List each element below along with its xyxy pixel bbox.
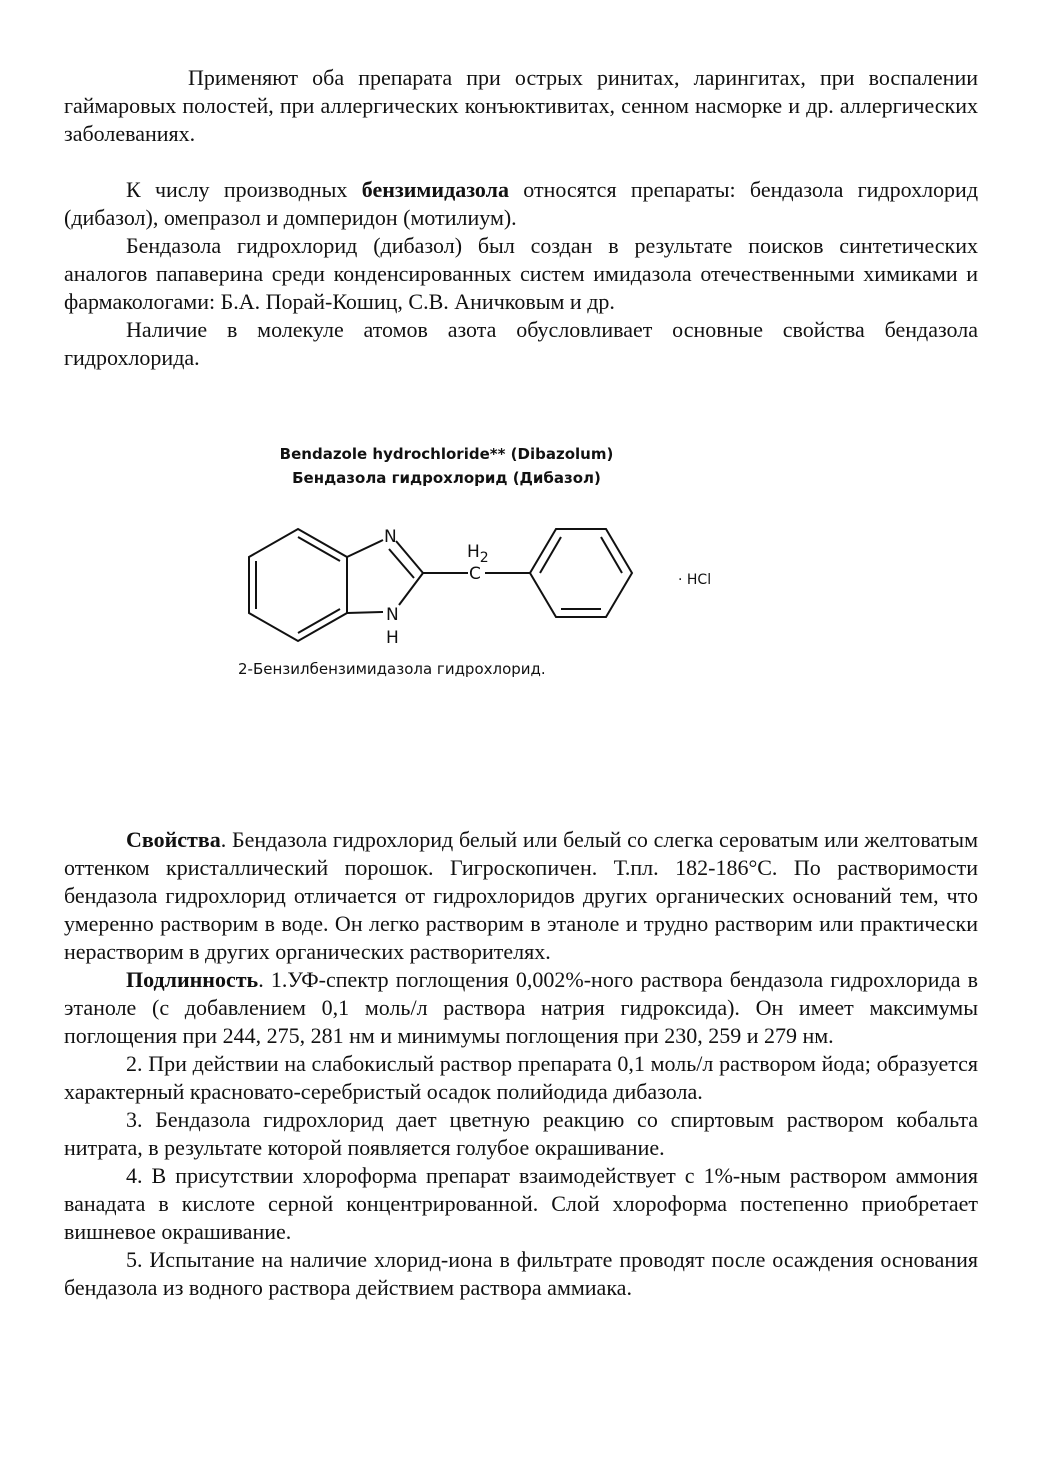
paragraph-history: Бендазола гидрохлорид (дибазол) был создан в результате поисков синтетических аналогов папаверина среди конденсированных систем имидазола отечественными химиками и фармакологами: Б.А. Порай-Кошиц, С.В. Аничковым и др. xyxy=(64,233,978,314)
benzene-ring-right xyxy=(530,529,632,617)
paragraph-test-2: 2. При действии на слабокислый раствор препарата 0,1 моль/л раствором йода; образуется характерный красновато-серебристый осадок полийодида дибазола. xyxy=(64,1051,978,1104)
paragraph-test-3: 3. Бендазола гидрохлорид дает цветную реакцию со спиртовым раствором кобальта нитрата, в результате которой появляется голубое окрашивание. xyxy=(64,1107,978,1160)
intro-text: К числу производных xyxy=(126,177,348,202)
paragraph-basic-properties: Наличие в молекуле атомов азота обусловливает основные свойства бендазола гидрохлорида. xyxy=(64,317,978,370)
salt-label: · HCl xyxy=(678,572,712,588)
paragraph-properties xyxy=(64,826,978,966)
atom-c: C xyxy=(469,564,481,584)
heading-authenticity: Подлинность xyxy=(126,967,259,992)
bendazole-structure-diagram xyxy=(0,436,1039,656)
atom-n-bottom: N xyxy=(386,605,399,625)
heading-properties: Свойства xyxy=(126,827,221,852)
imidazole-ring xyxy=(347,540,423,613)
properties-text: . Бендазола гидрохлорид белый или белый со слегка сероватым или желтоватым оттенком кристаллический порошок. Гигроскопичен. Т.пл. 182-186°С. По растворимости бендазола гидрохлорид отличается от гидрохлоридов других органических оснований тем, что умеренно растворим в воде. Он легко растворим в этаноле и трудно растворим или практически нерастворим в других органических растворителях. xyxy=(64,827,978,964)
benzene-ring-left xyxy=(249,529,347,641)
figure-title-ru: Бендазола гидрохлорид (Дибазол) xyxy=(292,469,601,487)
atom-h2: $H_2$ xyxy=(467,542,489,566)
paragraph-application: Применяют оба препарата при острых ринитах, ларингитах, при воспалении гаймаровых полостей, при аллергических конъюктивитах, сенном насморке и др. аллергических заболеваниях. xyxy=(64,65,978,146)
bold-term-benzimidazole: бензимидазола xyxy=(361,177,509,202)
text-block-bottom xyxy=(64,826,978,1302)
derivatives-text: относятся препараты: бендазола гидрохлорид (дибазол), омепразол и домперидон (мотилиум). xyxy=(64,177,979,230)
authenticity-text: . 1.УФ-спектр поглощения 0,002%-ного раствора бендазола гидрохлорида в этаноле (с добавлением 0,1 моль/л раствора натрия гидроксида). Он имеет максимумы поглощения при 244, 275, 281 нм и минимумы поглощения при 230, 259 и 279 нм. xyxy=(64,967,978,1048)
atom-n-top: N xyxy=(384,527,397,547)
structure-figure xyxy=(0,436,1039,696)
paragraph-gap xyxy=(64,148,978,176)
paragraph-test-4: 4. В присутствии хлороформа препарат взаимодействует с 1%-ным раствором аммония ванадата в кислоте серной концентрированной. Слой хлороформа постепенно приобретает вишневое окрашивание. xyxy=(64,1163,978,1244)
figure-title-en: Bendazole hydrochloride** (Dibazolum) xyxy=(279,445,614,463)
text-block-top xyxy=(64,64,978,372)
paragraph-authenticity xyxy=(64,966,978,1050)
figure-caption: 2-Бензилбензимидазола гидрохлорид. xyxy=(238,660,546,678)
paragraph-benzimidazole-derivatives xyxy=(64,176,978,232)
atom-h-bottom: H xyxy=(386,628,399,648)
paragraph-test-5: 5. Испытание на наличие хлорид-иона в фильтрате проводят после осаждения основания бендазола из водного раствора действием раствора аммиака. xyxy=(64,1247,978,1300)
